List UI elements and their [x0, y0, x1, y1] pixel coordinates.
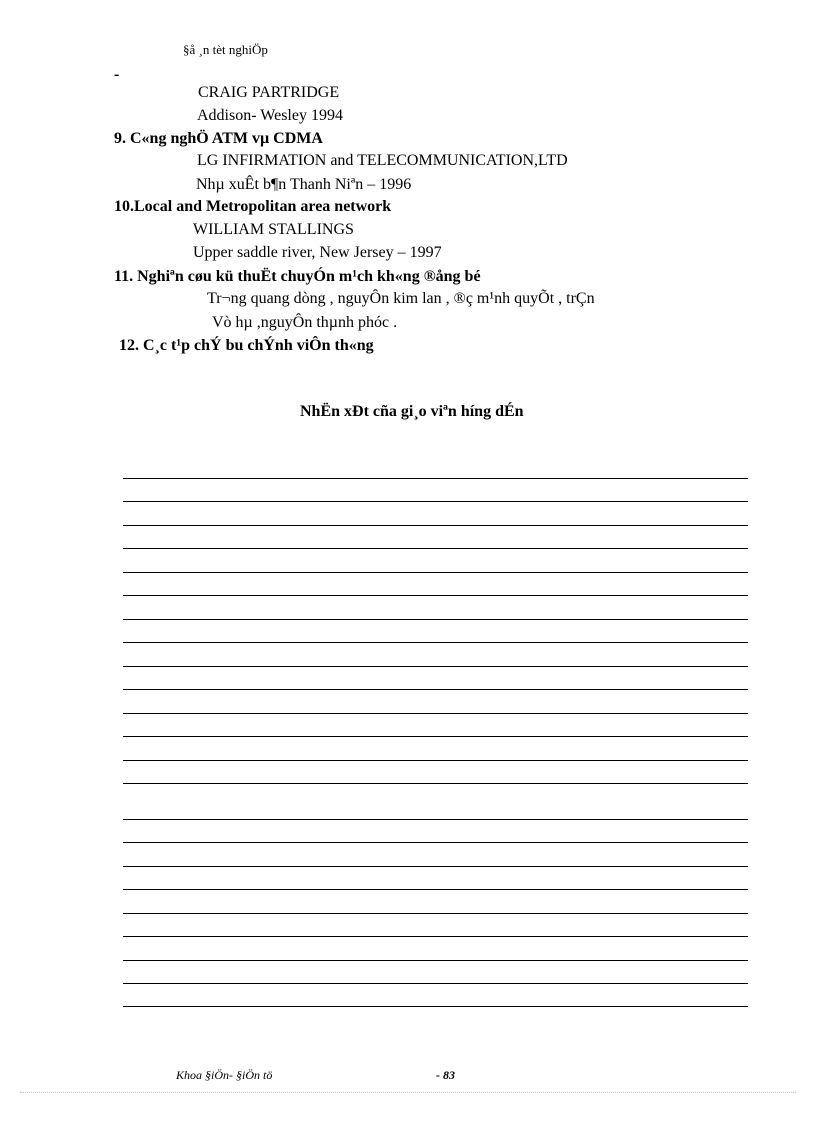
ref-10-publisher: Upper saddle river, New Jersey – 1997 [193, 244, 442, 261]
comment-line [123, 936, 748, 937]
comment-line [123, 736, 748, 737]
comment-line [123, 501, 748, 502]
ref-8-publisher: Addison- Wesley 1994 [197, 107, 343, 124]
comment-line [123, 760, 748, 761]
page-bottom-border [20, 1092, 796, 1093]
ref-9-publisher: Nhµ xuÊt b¶n Thanh Niªn – 1996 [196, 176, 412, 193]
comment-line [123, 960, 748, 961]
page-header: §å ¸n tèt nghiÖp [183, 42, 268, 57]
ref-8-author: CRAIG PARTRIDGE [198, 84, 340, 101]
comment-line [123, 983, 748, 984]
comment-line [123, 666, 748, 667]
ref-9-title: 9. C«ng nghÖ ATM vµ CDMA [114, 130, 323, 147]
comment-line [123, 889, 748, 890]
comment-line [123, 595, 748, 596]
comment-line [123, 913, 748, 914]
comment-line [123, 525, 748, 526]
comment-line [123, 842, 748, 843]
comments-title: NhËn xÐt cña gi¸o viªn híng dÉn [300, 403, 524, 420]
comment-line [123, 478, 748, 479]
ref-10-title: 10.Local and Metropolitan area network [114, 198, 392, 215]
comment-line [123, 783, 748, 784]
ref-9-author: LG INFIRMATION and TELECOMMUNICATION,LTD [197, 152, 568, 169]
footer-faculty: Khoa §iÖn- §iÖn tö [176, 1068, 273, 1082]
ref-12-title: 12. C¸c t¹p chÝ bu chÝnh viÔn th«ng [119, 337, 374, 354]
ref-10-author: WILLIAM STALLINGS [193, 221, 354, 238]
comment-line [123, 548, 748, 549]
comment-line [123, 713, 748, 714]
dash-marker: - [114, 66, 120, 83]
footer-page-number: - 83 [436, 1068, 455, 1082]
ref-11-title: 11. Nghiªn cøu kü thuËt chuyÓn m¹ch kh«ng ®ång bé [114, 268, 481, 285]
comment-line [123, 1006, 748, 1007]
comment-line [123, 619, 748, 620]
comment-line [123, 689, 748, 690]
comment-line [123, 866, 748, 867]
comment-line [123, 819, 748, 820]
ref-11-author: Tr¬ng quang dòng , nguyÔn kim lan , ®ç m¹nh quyÕt , trÇn [207, 290, 595, 307]
comment-line [123, 572, 748, 573]
ref-11-publisher: Vò hµ ,nguyÔn thµnh phóc . [212, 314, 398, 331]
comment-line [123, 642, 748, 643]
